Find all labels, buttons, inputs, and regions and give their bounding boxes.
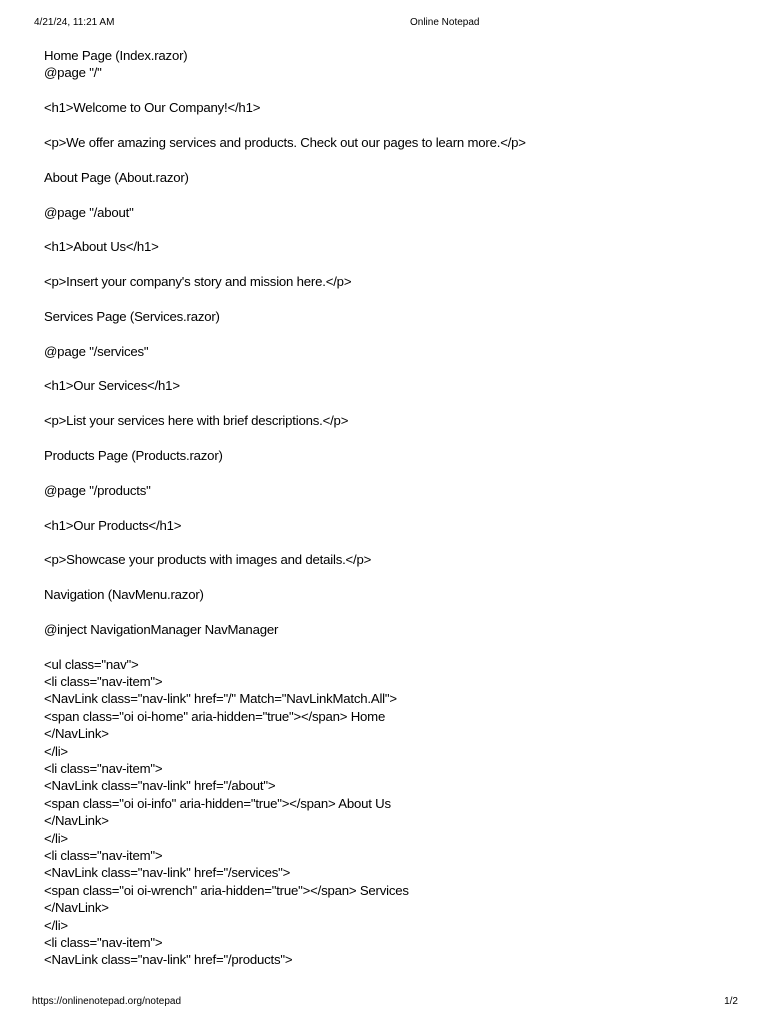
note-line: <li class="nav-item">: [44, 934, 163, 950]
note-line: </li>: [44, 743, 68, 759]
blank-line: [44, 534, 744, 551]
blank-line: [44, 395, 744, 412]
note-line: </NavLink>: [44, 900, 109, 916]
note-line: Products Page (Products.razor): [44, 447, 223, 463]
note-line: @inject NavigationManager NavManager: [44, 621, 279, 637]
note-line: <p>List your services here with brief descriptions.</p>: [44, 413, 349, 429]
note-line: <h1>Our Services</h1>: [44, 378, 180, 394]
blank-line: [44, 221, 744, 238]
note-line: <p>Showcase your products with images and details.</p>: [44, 552, 372, 568]
blank-line: [44, 117, 744, 134]
note-line: <span class="oi oi-wrench" aria-hidden="true"></span> Services: [44, 882, 409, 898]
note-line: About Page (About.razor): [44, 169, 189, 185]
note-line: </li>: [44, 830, 68, 846]
note-line: <NavLink class="nav-link" href="/" Match="NavLinkMatch.All">: [44, 691, 397, 707]
note-line: </NavLink>: [44, 813, 109, 829]
blank-line: [44, 256, 744, 273]
print-footer: [0, 996, 768, 1010]
note-line: <p>We offer amazing services and products. Check out our pages to learn more.</p>: [44, 134, 526, 150]
note-line: <NavLink class="nav-link" href="/products">: [44, 952, 293, 968]
note-line: <h1>About Us</h1>: [44, 239, 159, 255]
note-line: <h1>Our Products</h1>: [44, 517, 182, 533]
note-line: <li class="nav-item">: [44, 761, 163, 777]
note-line: @page "/about": [44, 204, 134, 220]
blank-line: [44, 638, 744, 655]
note-line: </li>: [44, 917, 68, 933]
blank-line: [44, 325, 744, 342]
blank-line: [44, 499, 744, 516]
note-line: <li class="nav-item">: [44, 847, 163, 863]
blank-line: [44, 186, 744, 203]
blank-line: [44, 82, 744, 99]
blank-line: [44, 151, 744, 168]
blank-line: [44, 569, 744, 586]
note-content: [44, 47, 744, 969]
blank-line: [44, 360, 744, 377]
blank-line: [44, 290, 744, 307]
note-line: <NavLink class="nav-link" href="/about">: [44, 778, 276, 794]
note-line: </NavLink>: [44, 726, 109, 742]
note-line: <ul class="nav">: [44, 656, 139, 672]
page-number: 1/2: [724, 996, 738, 1007]
blank-line: [44, 464, 744, 481]
note-line: @page "/services": [44, 343, 149, 359]
blank-line: [44, 604, 744, 621]
page-title: Online Notepad: [410, 17, 480, 28]
blank-line: [44, 430, 744, 447]
note-line: Services Page (Services.razor): [44, 308, 220, 324]
note-line: <h1>Welcome to Our Company!</h1>: [44, 100, 261, 116]
print-header: [0, 17, 768, 31]
note-line: <span class="oi oi-home" aria-hidden="true"></span> Home: [44, 708, 386, 724]
note-line: <NavLink class="nav-link" href="/services">: [44, 865, 291, 881]
note-line: Home Page (Index.razor): [44, 48, 188, 63]
print-date: 4/21/24, 11:21 AM: [34, 17, 115, 28]
note-line: Navigation (NavMenu.razor): [44, 587, 204, 603]
note-line: <li class="nav-item">: [44, 674, 163, 690]
note-line: @page "/": [44, 65, 102, 81]
page-url: https://onlinenotepad.org/notepad: [32, 996, 182, 1007]
note-line: @page "/products": [44, 482, 151, 498]
note-line: <p>Insert your company's story and mission here.</p>: [44, 274, 352, 290]
note-line: <span class="oi oi-info" aria-hidden="true"></span> About Us: [44, 795, 391, 811]
